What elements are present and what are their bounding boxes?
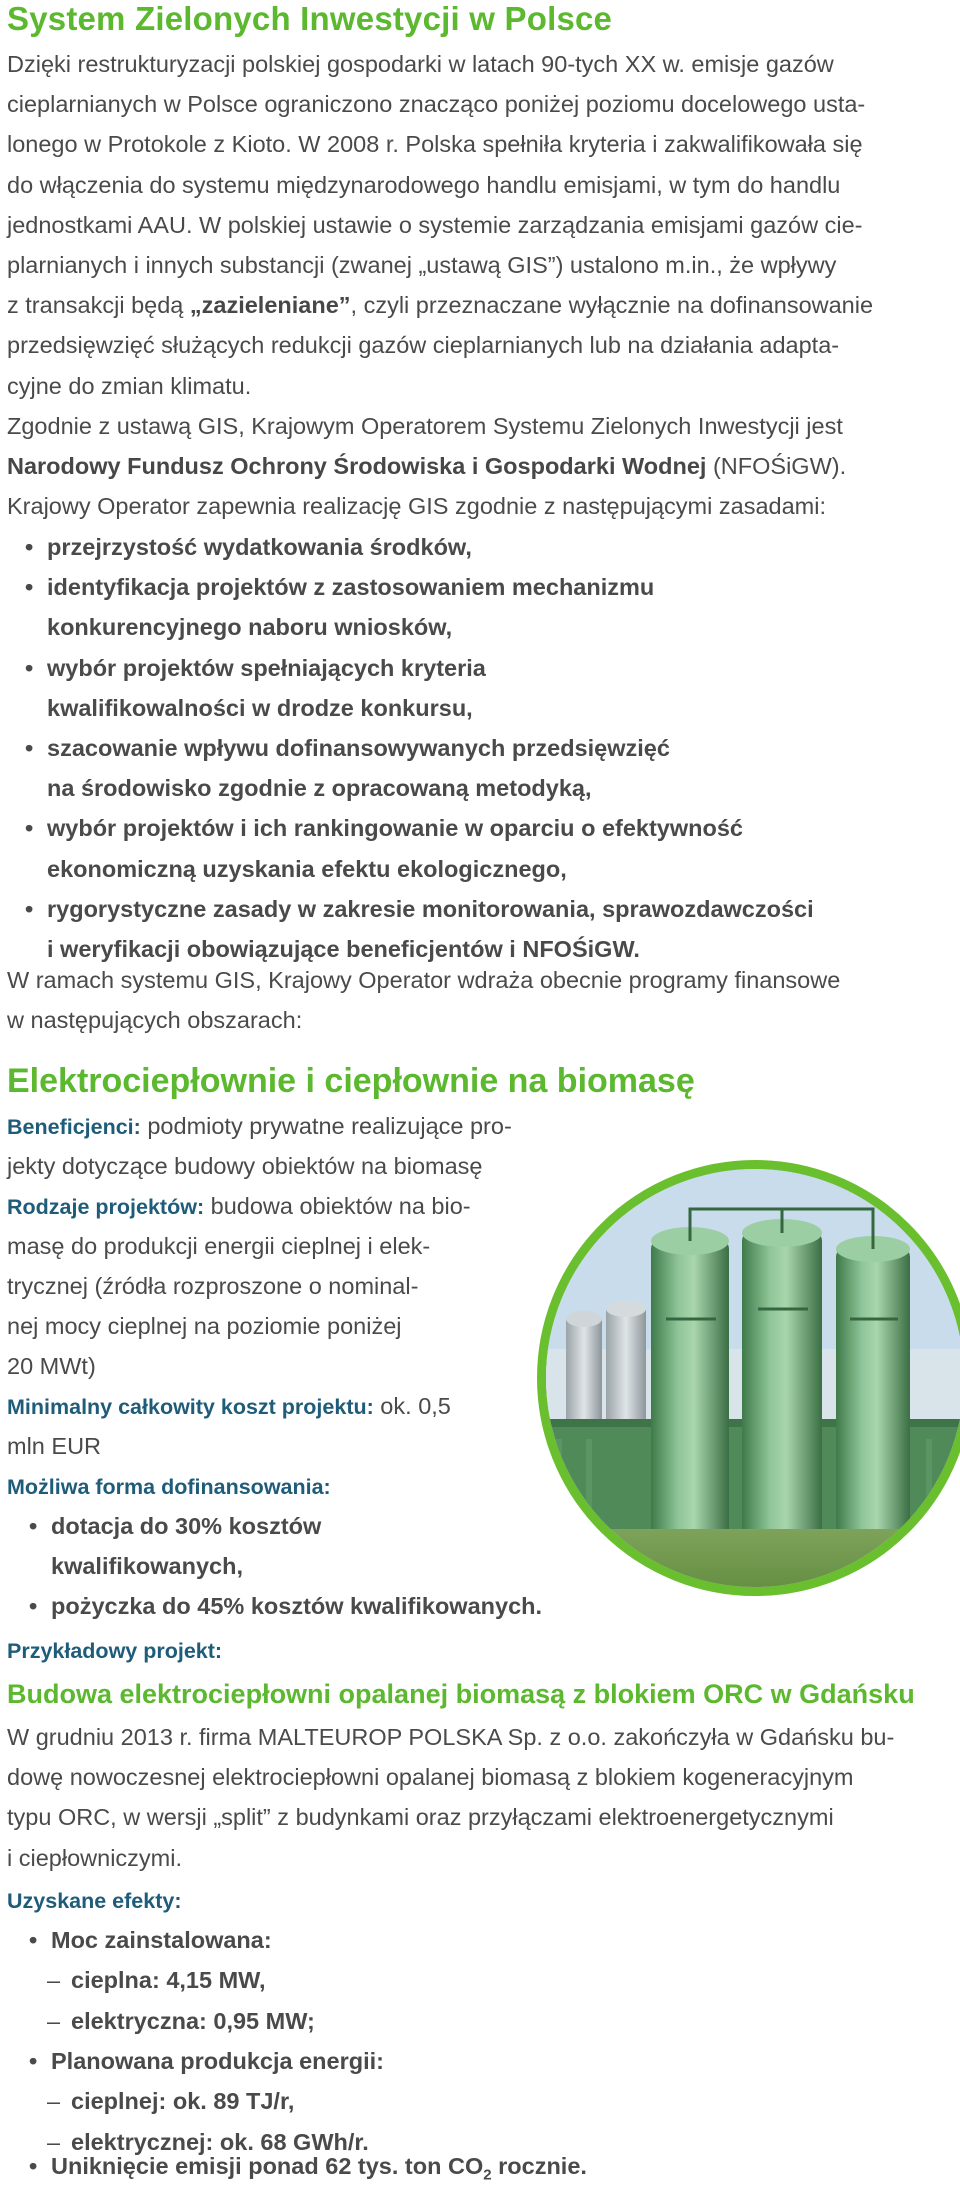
funding-item-line: kwalifikowanych,: [51, 1553, 243, 1580]
beneficiaries-text: podmioty prywatne realizujące pro-: [140, 1113, 512, 1139]
project-types-line: 20 MWt): [7, 1353, 96, 1379]
min-cost-line: mln EUR: [7, 1433, 102, 1459]
operator-line: Zgodnie z ustawą GIS, Krajowym Operatorem Systemu Zielonych Inwestycji jest: [7, 413, 843, 439]
principle-item-line: i weryfikacji obowiązujące beneficjentów i NFOŚiGW.: [47, 936, 640, 963]
beneficiaries-line: [7, 1106, 512, 1147]
project-types-line: nej mocy cieplnej na poziomie poniżej: [7, 1313, 402, 1339]
example-label-line: [7, 1630, 222, 1671]
principle-item-line: • wybór projektów i ich rankingowanie w oparciu o efektywność: [47, 815, 744, 842]
principle-item: [25, 808, 945, 888]
min-cost-value: ok. 0,5: [373, 1393, 451, 1419]
project-types-label: Rodzaje projektów:: [7, 1195, 205, 1219]
intro-text: , czyli przeznaczane wyłącznie na dofinansowanie: [350, 292, 874, 319]
intro-line: plarnianych i innych substancji (zwanej „ustawą GIS”) ustalono m.in., że wpływy: [7, 252, 837, 279]
operator-name: Narodowy Fundusz Ochrony Środowiska i Gospodarki Wodnej: [7, 453, 707, 480]
intro-line: Dzięki restrukturyzacji polskiej gospodarki w latach 90-tych XX w. emisje gazów: [7, 51, 834, 77]
intro-emphasis: „zazieleniane”: [189, 292, 351, 319]
intro-line: cyjne do zmian klimatu.: [7, 372, 252, 399]
example-line: typu ORC, w wersji „split” z budynkami oraz przyłączami elektroenergetycznymi: [7, 1804, 834, 1831]
principle-item-line: • przejrzystość wydatkowania środków,: [47, 534, 472, 560]
principle-item: [25, 728, 945, 808]
section-title-gis: System Zielonych Inwestycji w Polsce: [7, 0, 613, 37]
beneficiaries-label: Beneficjenci:: [7, 1115, 141, 1139]
effects-label: Uzyskane efekty:: [7, 1889, 182, 1913]
effects-list: [29, 2041, 949, 2081]
principle-item-line: ekonomiczną uzyskania efektu ekologicznego,: [47, 855, 567, 882]
min-cost-label: Minimalny całkowity koszt projektu:: [7, 1395, 374, 1419]
intro-line: przedsięwzięć służących redukcji gazów cieplarnianych lub na działania adapta-: [7, 332, 840, 359]
principle-item: [25, 648, 945, 728]
operator-paragraph: [7, 406, 953, 527]
principle-item: [25, 889, 945, 969]
principle-item-line: kwalifikowalności w drodze konkursu,: [47, 694, 473, 721]
example-project-title: Budowa elektrociepłowni opalanej biomasą z blokiem ORC w Gdańsku: [7, 1679, 915, 1709]
operator-line: [7, 446, 953, 486]
project-types-line: trycznej (źródła rozproszone o nominal-: [7, 1273, 419, 1299]
funding-label-line: [7, 1466, 331, 1507]
example-line: i ciepłowniczymi.: [7, 1844, 182, 1871]
principle-item: [25, 567, 945, 647]
emission-text: rocznie.: [491, 2153, 587, 2179]
principle-item-line: • rygorystyczne zasady w zakresie monitorowania, sprawozdawczości: [47, 895, 814, 922]
production-item: – cieplnej: ok. 89 TJ/r,: [47, 2081, 369, 2122]
principle-item: [25, 527, 945, 567]
min-cost-line: [7, 1386, 451, 1427]
emission-subscript: 2: [483, 2166, 492, 2184]
intro-line: do włączenia do systemu międzynarodowego handlu emisjami, w tym do handlu: [7, 171, 841, 198]
funding-item-line: • dotacja do 30% kosztów: [51, 1513, 322, 1539]
project-types-text: budowa obiektów na bio-: [204, 1193, 471, 1219]
funding-label: Możliwa forma dofinansowania:: [7, 1475, 331, 1499]
intro-paragraph: [7, 44, 953, 406]
intro-line: jednostkami AAU. W polskiej ustawie o systemie zarządzania emisjami gazów cie-: [7, 211, 863, 238]
intro-text: z transakcji będą: [7, 292, 190, 319]
effect-item: • Planowana produkcja energii:: [29, 2041, 949, 2081]
effect-item: • Moc zainstalowana:: [29, 1920, 949, 1960]
effects-list: [29, 2146, 949, 2196]
funding-list: [29, 1506, 949, 1627]
production-item: – elektrycznej: ok. 68 GWh/r.: [47, 2122, 369, 2163]
effect-item-emission: [29, 2146, 949, 2196]
operator-abbrev: (NFOŚiGW).: [706, 453, 847, 480]
intro-line: lonego w Protokole z Kioto. W 2008 r. Polska spełniła kryteria i zakwalifikowała się: [7, 131, 863, 158]
project-types-line: masę do produkcji energii cieplnej i elek-: [7, 1233, 431, 1259]
intro-line: [7, 285, 953, 325]
principle-item-line: konkurencyjnego naboru wniosków,: [47, 614, 453, 641]
funding-item: [29, 1586, 949, 1626]
power-sublist: [47, 1960, 315, 2041]
funding-item-line: • pożyczka do 45% kosztów kwalifikowanych.: [51, 1593, 543, 1620]
principles-intro: Krajowy Operator zapewnia realizację GIS zgodnie z następującymi zasadami:: [7, 493, 826, 520]
effects-label-line: [7, 1880, 181, 1921]
funding-item: [29, 1506, 949, 1586]
section-title-biomass: Elektrociepłownie i ciepłownie na biomasę: [7, 1062, 695, 1100]
example-line: W grudniu 2013 r. firma MALTEUROP POLSKA Sp. z o.o. zakończyła w Gdańsku bu-: [7, 1724, 895, 1750]
effects-list: [29, 1920, 949, 1960]
power-item: – elektryczna: 0,95 MW;: [47, 2001, 315, 2042]
principle-item-line: na środowisko zgodnie z opracowaną metodyką,: [47, 775, 592, 802]
principle-item-line: • szacowanie wpływu dofinansowywanych przedsięwzięć: [47, 735, 670, 762]
principles-list: [25, 527, 945, 969]
principle-item-line: • wybór projektów spełniających kryteria: [47, 654, 486, 681]
example-label: Przykładowy projekt:: [7, 1639, 223, 1663]
project-types-line: [7, 1186, 471, 1227]
example-paragraph: [7, 1717, 953, 1878]
emission-text: Uniknięcie emisji ponad 62 tys. ton CO: [51, 2153, 484, 2179]
areas-line: W ramach systemu GIS, Krajowy Operator wdraża obecnie programy finansowe: [7, 967, 841, 993]
areas-line: w następujących obszarach:: [7, 1007, 303, 1034]
intro-line: cieplarnianych w Polsce ograniczono znacząco poniżej poziomu docelowego usta-: [7, 91, 866, 118]
power-item: – cieplna: 4,15 MW,: [47, 1960, 315, 2001]
principle-item-line: • identyfikacja projektów z zastosowaniem mechanizmu: [47, 574, 655, 601]
beneficiaries-line: jekty dotyczące budowy obiektów na biomasę: [7, 1153, 483, 1179]
example-line: dowę nowoczesnej elektrociepłowni opalanej biomasą z blokiem kogeneracyjnym: [7, 1764, 854, 1791]
areas-paragraph: [7, 960, 953, 1040]
